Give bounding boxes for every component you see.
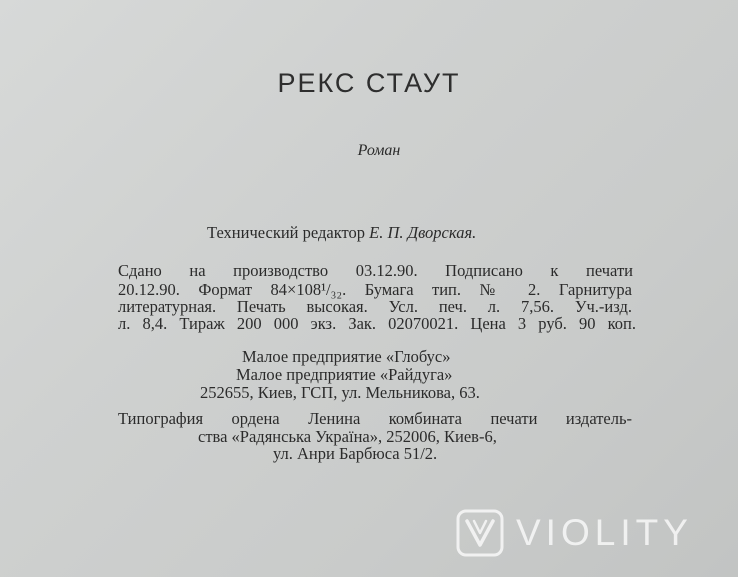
printer-line-1: Типография ордена Ленина комбината печати издатель- [118,409,632,428]
violity-logo-icon [456,509,504,557]
watermark-text: VIOLITY [516,512,693,553]
technical-editor-line [207,223,476,243]
editor-label: Технический редактор [207,223,365,242]
publisher-globus: Малое предприятие «Глобус» [242,347,451,366]
print-info-line-1: Сдано на производство 03.12.90. Подписано к печати [118,261,633,280]
printer-line-2: ства «Радянська Україна», 252006, Киев-6, [198,427,497,446]
publisher-address: 252655, Киев, ГСП, ул. Мельникова, 63. [200,383,480,402]
print-info-line-2: 20.12.90. Формат 84×108¹/₃₂. Бумага тип. № 2. Гарнитура [118,280,632,299]
print-info-line-4: л. 8,4. Тираж 200 000 экз. Зак. 02070021. Цена 3 руб. 90 коп. [118,314,636,333]
book-author-title: РЕКС СТАУТ [277,68,461,98]
print-info-line-3: литературная. Печать высокая. Усл. печ. л. 7,56. Уч.-изд. [118,297,632,316]
editor-name: Е. П. Дворская. [369,223,477,242]
printer-line-3: ул. Анри Барбюса 51/2. [273,444,438,463]
publisher-raiduga: Малое предприятие «Райдуга» [236,365,453,384]
book-genre: Роман [357,142,401,159]
violity-watermark [456,507,726,559]
